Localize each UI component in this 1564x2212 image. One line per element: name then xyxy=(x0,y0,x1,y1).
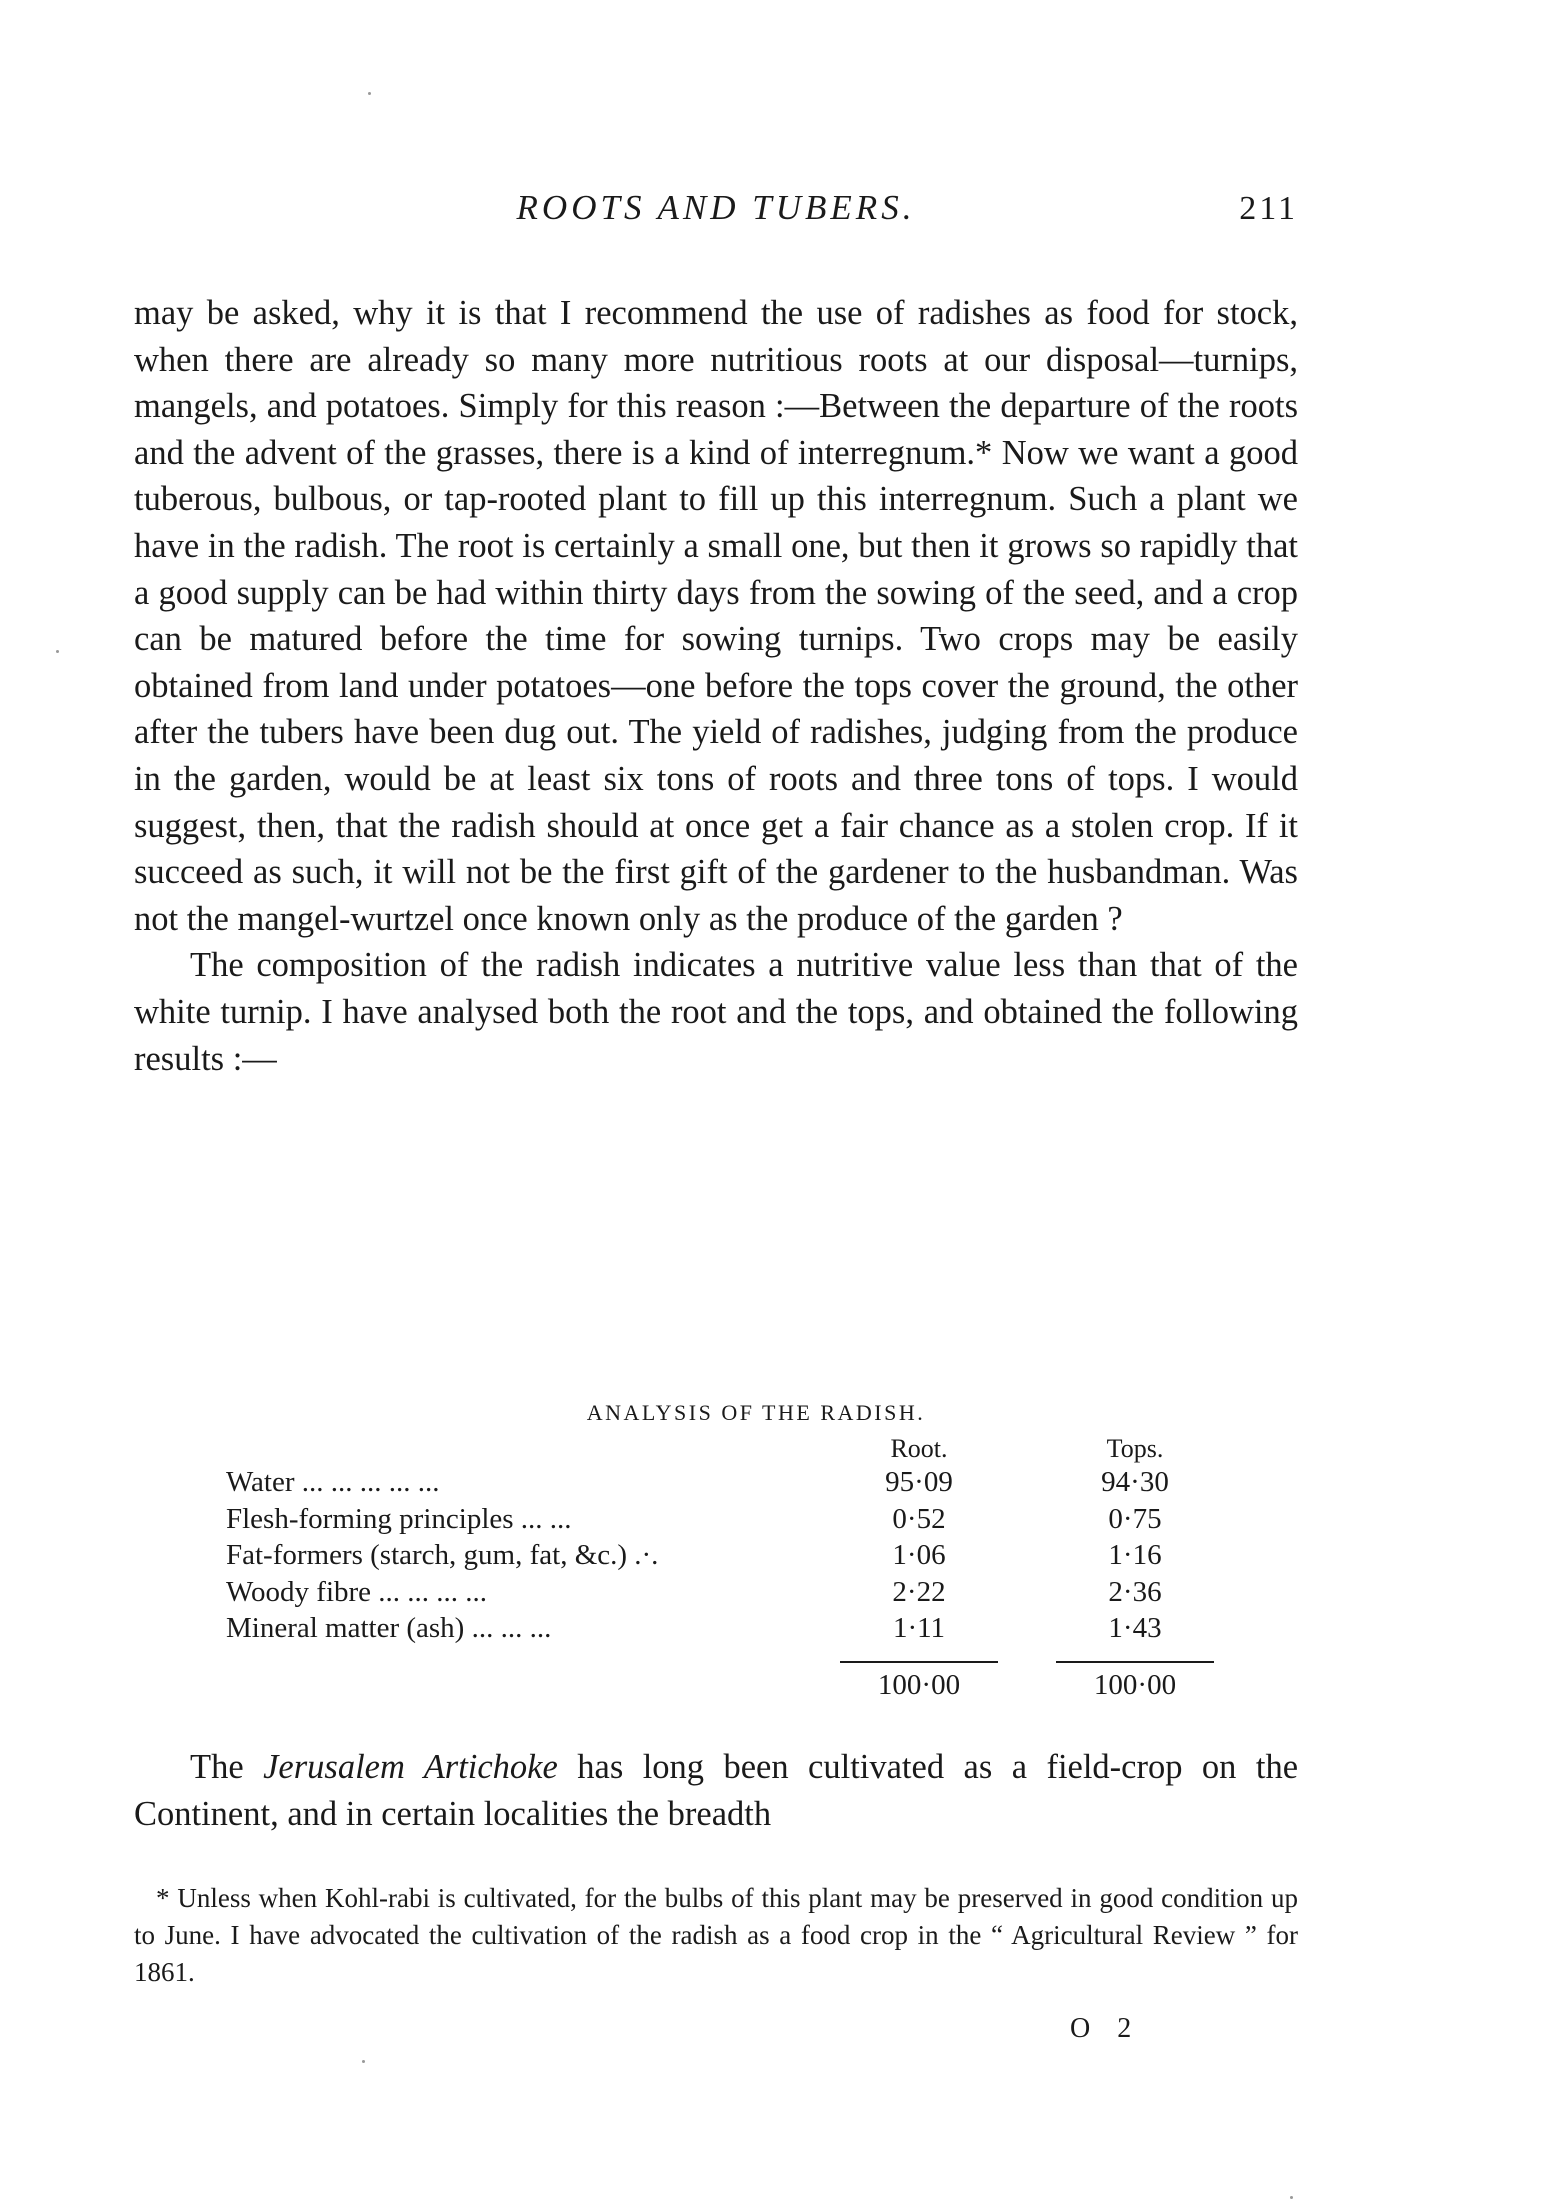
footnote xyxy=(134,1880,1298,1991)
table-row xyxy=(134,1612,1298,1649)
table-row xyxy=(134,1576,1298,1613)
paper-speck xyxy=(368,92,371,95)
page-number: 211 xyxy=(1239,190,1298,227)
root-value: 1·11 xyxy=(892,1612,946,1644)
column-header-tops: Tops. xyxy=(1106,1434,1164,1463)
paper-speck xyxy=(362,2060,365,2063)
table-row xyxy=(134,1466,1298,1503)
row-label: Mineral matter (ash) ... ... ... xyxy=(226,1612,552,1644)
tops-value: 94·30 xyxy=(1101,1466,1169,1498)
tops-value: 0·75 xyxy=(1108,1502,1162,1535)
artichoke-term: Jerusalem Artichoke xyxy=(263,1748,558,1786)
row-label: Water ... ... ... ... ... xyxy=(226,1466,440,1498)
paragraph-3-lead: The xyxy=(190,1748,264,1786)
paper-speck xyxy=(1290,2196,1293,2199)
root-value: 0·52 xyxy=(892,1502,946,1535)
paragraph-3 xyxy=(134,1744,1298,1837)
continuation-text xyxy=(134,1744,1298,1837)
main-text xyxy=(134,290,1298,1082)
page-header xyxy=(134,188,1298,238)
sum-rule-row xyxy=(134,1649,1298,1669)
signature-mark: O 2 xyxy=(1070,2013,1142,2044)
paragraph-3-rest: has long been cultivated as a field-crop on the Continent, and in certain localities the breadth xyxy=(134,1748,1299,1833)
row-label: Woody fibre ... ... ... ... xyxy=(226,1575,488,1608)
column-header-root: Root. xyxy=(890,1434,948,1463)
paragraph-2: The composition of the radish indicates a nutritive value less than that of the white turnip. I have analysed both the root and the tops, and obtained the following results :— xyxy=(134,946,1298,1078)
footnote-text: * Unless when Kohl-rabi is cultivated, for the bulbs of this plant may be preserved in good condition up to June. I have advocated the cultivation of the radish as a food crop in the “ Agricultural Review ” for 1861. xyxy=(134,1883,1298,1987)
paragraph-1: may be asked, why it is that I recommend the use of radishes as food for stock, when there are already so many more nutritious roots at our disposal—turnips, mangels, and potatoes. Simply for this reason :—Between the departure of the roots and the advent of the grasses, there is a kind of interregnum.* Now we want a good tuberous, bulbous, or tap-rooted plant to fill up this interregnum. Such a plant we have in the radish. The root is certainly a small one, but then it grows so rapidly that a good supply can be had within thirty days from the sowing of the seed, and a crop can be matured before the time for sowing turnips. Two crops may be easily obtained from land under potatoes—one before the tops cover the ground, the other after the tubers have been dug out. The yield of radishes, judging from the produce in the garden, would be at least six tons of roots and three tons of tops. I would suggest, then, that the radish should at once get a fair chance as a stolen crop. If it succeed as such, it will not be the first gift of the gardener to the husbandman. Was not the mangel-wurtzel once known only as the produce of the garden ? xyxy=(134,294,1298,938)
analysis-table xyxy=(134,1400,1298,1709)
root-value: 95·09 xyxy=(885,1466,953,1498)
sum-rule-root xyxy=(840,1661,998,1663)
sum-rule-tops xyxy=(1056,1661,1214,1663)
table-title: ANALYSIS OF THE RADISH. xyxy=(586,1400,926,1425)
tops-total: 100·00 xyxy=(1093,1668,1177,1701)
row-label: Flesh-forming principles ... ... xyxy=(226,1502,572,1535)
table-total-row xyxy=(134,1669,1298,1709)
table-row xyxy=(134,1503,1298,1540)
root-value: 2·22 xyxy=(892,1575,946,1608)
tops-value: 1·43 xyxy=(1108,1612,1162,1644)
tops-value: 2·36 xyxy=(1108,1575,1162,1608)
tops-value: 1·16 xyxy=(1108,1539,1162,1571)
running-head: ROOTS AND TUBERS. xyxy=(516,188,916,227)
paper-speck xyxy=(56,650,59,653)
row-label: Fat-formers (starch, gum, fat, &c.) .·. xyxy=(226,1539,659,1571)
table-header-row xyxy=(134,1430,1298,1466)
root-total: 100·00 xyxy=(877,1668,961,1701)
root-value: 1·06 xyxy=(892,1539,946,1571)
table-row xyxy=(134,1539,1298,1576)
